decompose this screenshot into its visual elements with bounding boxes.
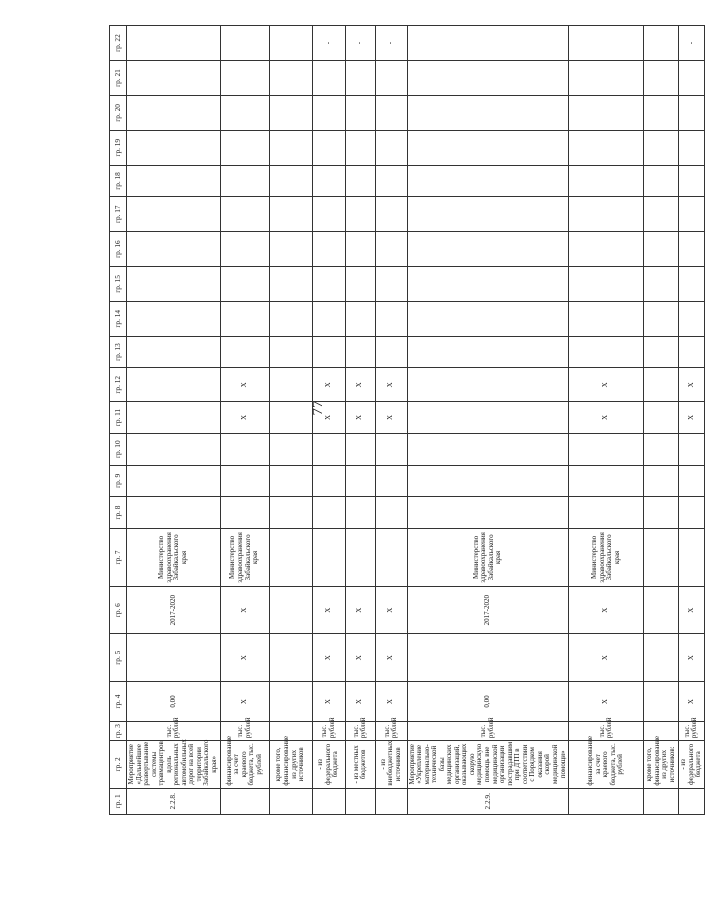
table-cell: [220, 232, 269, 267]
table-cell: [220, 465, 269, 497]
table-cell: [127, 497, 221, 529]
table-row: [345, 26, 375, 815]
table-cell: [679, 301, 705, 336]
table-cell: [644, 165, 679, 197]
table-cell: [569, 232, 644, 267]
table-cell: [644, 197, 679, 232]
table-cell: 0,00: [127, 681, 221, 721]
table-cell: [127, 336, 221, 368]
table-cell: X: [345, 586, 375, 634]
table-cell: X: [679, 368, 705, 402]
table-cell: [269, 26, 312, 61]
table-cell: [407, 402, 568, 434]
table-cell: [345, 232, 375, 267]
table-cell: [312, 197, 345, 232]
table-cell: [127, 232, 221, 267]
table-cell: [644, 402, 679, 434]
table-cell: [345, 61, 375, 96]
table-cell: [312, 528, 345, 586]
table-cell: [407, 336, 568, 368]
table-cell: 2.2.9.: [407, 788, 568, 814]
table-cell: Министерство здравоохранения Забайкальского края: [127, 528, 221, 586]
table-row: [569, 26, 644, 815]
table-cell: [679, 465, 705, 497]
table-cell: [127, 368, 221, 402]
table-cell: - из федерального бюджета: [679, 741, 705, 789]
table-cell: [312, 165, 345, 197]
table-row: [312, 26, 345, 815]
table-cell: [407, 634, 568, 682]
table-cell: -: [679, 26, 705, 61]
table-cell: [269, 402, 312, 434]
table-row: [220, 26, 269, 815]
table-cell: [679, 788, 705, 814]
table-cell: [407, 197, 568, 232]
table-cell: [569, 197, 644, 232]
table-cell: [375, 465, 407, 497]
table-cell: -: [312, 26, 345, 61]
table-cell: [220, 433, 269, 465]
table-cell: [220, 497, 269, 529]
table-cell: [127, 433, 221, 465]
table-cell: [569, 26, 644, 61]
table-cell: [127, 267, 221, 302]
table-row: [679, 26, 705, 815]
table-cell: [375, 61, 407, 96]
table-cell: [127, 165, 221, 197]
table-cell: X: [220, 368, 269, 402]
table-cell: -: [375, 26, 407, 61]
table-row: [375, 26, 407, 815]
table-cell: [407, 165, 568, 197]
table-cell: [644, 130, 679, 165]
table-cell: [679, 130, 705, 165]
table-cell: X: [375, 634, 407, 682]
table-cell: [127, 26, 221, 61]
table-cell: [269, 197, 312, 232]
table-cell: X: [569, 681, 644, 721]
table-cell: X: [569, 368, 644, 402]
table-cell: [269, 165, 312, 197]
table-cell: [407, 267, 568, 302]
table-cell: [312, 788, 345, 814]
table-cell: [345, 267, 375, 302]
table-cell: [407, 95, 568, 130]
table-cell: [679, 61, 705, 96]
table-cell: X: [569, 586, 644, 634]
table-cell: X: [220, 681, 269, 721]
table-cell: [127, 402, 221, 434]
table-cell: [269, 465, 312, 497]
header-row: [110, 26, 127, 815]
table-cell: Министерство здравоохранения Забайкальского края: [569, 528, 644, 586]
table-cell: [569, 61, 644, 96]
table-cell: [644, 61, 679, 96]
table-cell: [127, 465, 221, 497]
table-cell: [569, 497, 644, 529]
table-cell: тыс. рублей: [127, 722, 221, 741]
table-cell: [312, 433, 345, 465]
table-cell: [644, 634, 679, 682]
table-cell: [269, 722, 312, 741]
table-cell: [679, 336, 705, 368]
table-cell: X: [312, 402, 345, 434]
table-cell: X: [375, 681, 407, 721]
table-cell: [345, 433, 375, 465]
table-cell: [269, 267, 312, 302]
table-cell: финансирование за счет краевого бюджета, тыс. рублей: [220, 741, 269, 789]
table-cell: - из федерального бюджета: [312, 741, 345, 789]
table-cell: [569, 788, 644, 814]
table-cell: [127, 61, 221, 96]
table-cell: [269, 681, 312, 721]
table-cell: [569, 433, 644, 465]
table-cell: [644, 528, 679, 586]
table-cell: [679, 497, 705, 529]
table-cell: [407, 130, 568, 165]
table-cell: [375, 497, 407, 529]
table-cell: [375, 267, 407, 302]
table-cell: тыс. рублей: [312, 722, 345, 741]
table-cell: [312, 267, 345, 302]
table-cell: [127, 197, 221, 232]
table-cell: [269, 130, 312, 165]
table-cell: тыс. рублей: [220, 722, 269, 741]
table-cell: X: [679, 402, 705, 434]
table-cell: [127, 130, 221, 165]
table-cell: - из внебюджетных источников: [375, 741, 407, 789]
table-cell: [312, 301, 345, 336]
table-cell: [220, 95, 269, 130]
table-cell: [407, 433, 568, 465]
table-cell: [269, 433, 312, 465]
table-cell: X: [312, 586, 345, 634]
table-cell: [345, 165, 375, 197]
table-cell: [345, 336, 375, 368]
column-header: гр. 19: [110, 130, 127, 165]
table-cell: [127, 634, 221, 682]
column-header: гр. 18: [110, 165, 127, 197]
table-cell: [644, 433, 679, 465]
table-cell: [269, 528, 312, 586]
table-cell: [345, 130, 375, 165]
table-cell: [345, 301, 375, 336]
table-cell: [569, 130, 644, 165]
column-header: гр. 2: [110, 741, 127, 789]
table-cell: 2017-2020: [407, 586, 568, 634]
table-row: [127, 26, 221, 815]
table-cell: X: [345, 634, 375, 682]
table-cell: X: [312, 681, 345, 721]
table-cell: [220, 336, 269, 368]
table-cell: X: [220, 402, 269, 434]
table-cell: [375, 165, 407, 197]
table-cell: [312, 130, 345, 165]
table-cell: X: [375, 402, 407, 434]
table-cell: X: [375, 586, 407, 634]
column-header: гр. 21: [110, 61, 127, 96]
table-cell: [644, 267, 679, 302]
table-cell: [312, 497, 345, 529]
column-header: гр. 3: [110, 722, 127, 741]
table-cell: [375, 528, 407, 586]
table-cell: [312, 336, 345, 368]
table-cell: [345, 497, 375, 529]
table-cell: [312, 232, 345, 267]
table-cell: [569, 267, 644, 302]
table-cell: 0,00: [407, 681, 568, 721]
table-cell: [644, 722, 679, 741]
table-cell: [220, 61, 269, 96]
table-cell: [679, 267, 705, 302]
table-cell: [220, 788, 269, 814]
table-cell: [644, 586, 679, 634]
table-cell: X: [375, 368, 407, 402]
column-header: гр. 16: [110, 232, 127, 267]
table-cell: [375, 301, 407, 336]
column-header: гр. 13: [110, 336, 127, 368]
table-cell: -: [345, 26, 375, 61]
table-cell: [644, 336, 679, 368]
table-cell: кроме того, финансирование из других источников: [269, 741, 312, 789]
table-cell: X: [345, 402, 375, 434]
table-cell: [269, 232, 312, 267]
table-cell: [220, 197, 269, 232]
column-header: гр. 8: [110, 497, 127, 529]
table-cell: [127, 95, 221, 130]
table-row: [644, 26, 679, 815]
column-header: гр. 15: [110, 267, 127, 302]
table-cell: [407, 465, 568, 497]
column-header: гр. 5: [110, 634, 127, 682]
table-cell: [679, 197, 705, 232]
table-cell: [269, 497, 312, 529]
table-cell: [269, 95, 312, 130]
table-cell: [269, 788, 312, 814]
table-cell: [220, 26, 269, 61]
table-cell: X: [220, 634, 269, 682]
table-cell: [407, 497, 568, 529]
table-cell: [407, 232, 568, 267]
table-cell: финансирование за счет краевого бюджета, тыс. рублей: [569, 741, 644, 789]
table-cell: [644, 95, 679, 130]
table-cell: [312, 465, 345, 497]
table-cell: Министерство здравоохранения Забайкальского края: [407, 528, 568, 586]
table-cell: [375, 788, 407, 814]
table-cell: [679, 232, 705, 267]
table-cell: Мероприятие «Укрепление материально-технической базы медицинских организаций, оказывающих скорую медицинскую помощь вне медицинской организации пострадавшим при ДТП в соответствии с Порядком оказания скорой медицинской помощи»: [407, 741, 568, 789]
table-cell: X: [345, 681, 375, 721]
table-cell: [375, 197, 407, 232]
column-header: гр. 6: [110, 586, 127, 634]
table-cell: [644, 232, 679, 267]
table-cell: 2.2.8.: [127, 788, 221, 814]
table-cell: X: [679, 681, 705, 721]
column-header: гр. 12: [110, 368, 127, 402]
table-cell: X: [312, 368, 345, 402]
table-cell: [375, 232, 407, 267]
table-cell: тыс. рублей: [375, 722, 407, 741]
table-cell: [220, 301, 269, 336]
table-cell: [679, 528, 705, 586]
table-cell: тыс. рублей: [569, 722, 644, 741]
column-header: гр. 1: [110, 788, 127, 814]
column-header: гр. 4: [110, 681, 127, 721]
table-cell: [407, 61, 568, 96]
column-header: гр. 20: [110, 95, 127, 130]
table-cell: кроме того, финансирование из других источников:: [644, 741, 679, 789]
rotated-sheet: [109, 25, 703, 815]
table-cell: [644, 497, 679, 529]
table-row: [269, 26, 312, 815]
table-cell: [269, 368, 312, 402]
column-header: гр. 9: [110, 465, 127, 497]
table-cell: [407, 368, 568, 402]
column-header: гр. 11: [110, 402, 127, 434]
table-cell: [407, 301, 568, 336]
table-cell: тыс. рублей: [407, 722, 568, 741]
table-cell: [644, 26, 679, 61]
table-cell: [679, 433, 705, 465]
table-cell: [220, 165, 269, 197]
table-cell: [569, 165, 644, 197]
table-cell: [679, 165, 705, 197]
table-cell: [312, 95, 345, 130]
column-header: гр. 22: [110, 26, 127, 61]
table-cell: [269, 586, 312, 634]
table-cell: [407, 26, 568, 61]
table-cell: X: [220, 586, 269, 634]
table-cell: Министерство здравоохранения Забайкальского края: [220, 528, 269, 586]
table-cell: [269, 336, 312, 368]
table-cell: [569, 301, 644, 336]
table-cell: [644, 681, 679, 721]
column-header: гр. 7: [110, 528, 127, 586]
table-cell: - из местных бюджетов: [345, 741, 375, 789]
table-cell: [269, 301, 312, 336]
table-cell: [644, 465, 679, 497]
table-cell: [312, 61, 345, 96]
table-cell: [679, 95, 705, 130]
table-cell: [569, 465, 644, 497]
table-cell: тыс. рублей: [679, 722, 705, 741]
table-cell: X: [679, 634, 705, 682]
table-cell: [375, 130, 407, 165]
table-cell: [345, 95, 375, 130]
table-cell: [345, 528, 375, 586]
column-header: гр. 10: [110, 433, 127, 465]
table-cell: тыс. рублей: [345, 722, 375, 741]
table-cell: [644, 368, 679, 402]
column-header: гр. 14: [110, 301, 127, 336]
table-cell: [127, 301, 221, 336]
table-cell: [345, 197, 375, 232]
table-cell: [569, 95, 644, 130]
table-cell: [644, 788, 679, 814]
table-cell: [345, 788, 375, 814]
table-cell: [375, 336, 407, 368]
table-cell: X: [569, 634, 644, 682]
table-cell: [345, 465, 375, 497]
table-cell: [569, 336, 644, 368]
table-cell: X: [345, 368, 375, 402]
table-row: [407, 26, 568, 815]
table-cell: [220, 130, 269, 165]
table-cell: X: [312, 634, 345, 682]
table-cell: [375, 433, 407, 465]
table-cell: [644, 301, 679, 336]
table-cell: X: [679, 586, 705, 634]
column-header: гр. 17: [110, 197, 127, 232]
table-cell: [375, 95, 407, 130]
page-number: 77: [310, 400, 326, 416]
table-cell: 2017-2020: [127, 586, 221, 634]
table-cell: [269, 634, 312, 682]
table-cell: Мероприятие «Дальнейшее развертывание системы травмацентров вдоль региональных автомобильных дорог на всей территории Забайкальского края»: [127, 741, 221, 789]
table-cell: [220, 267, 269, 302]
table-cell: X: [569, 402, 644, 434]
program-table: [109, 25, 705, 815]
table-cell: [269, 61, 312, 96]
